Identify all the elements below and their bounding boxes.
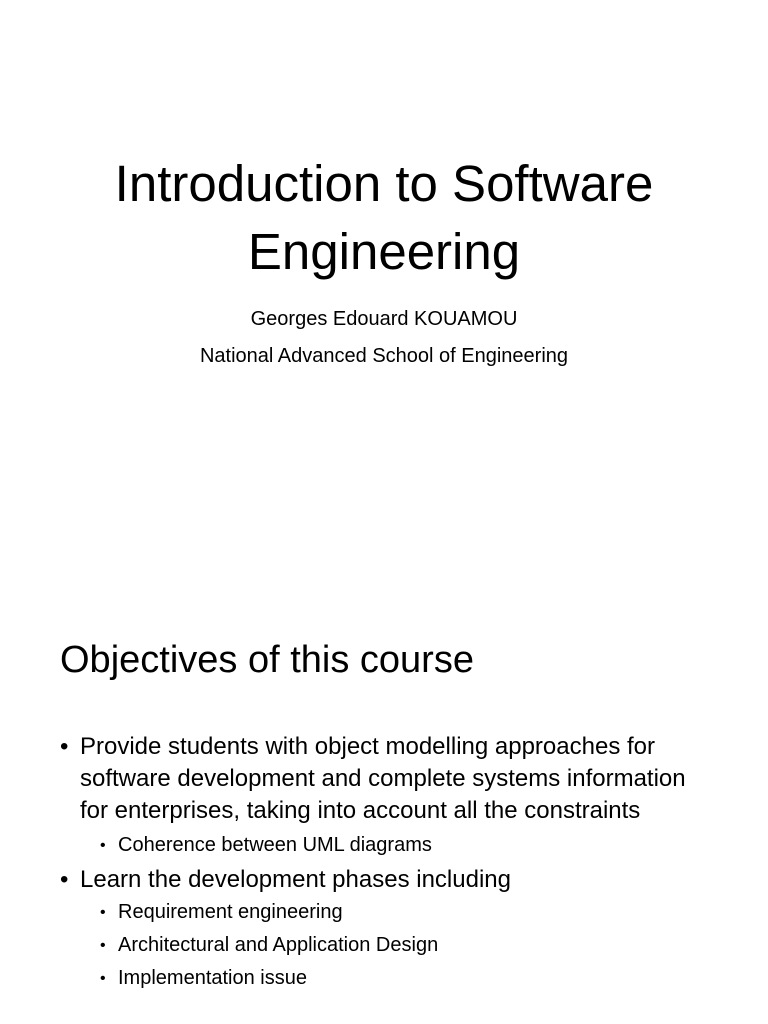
objectives-slide xyxy=(0,576,768,1024)
presentation-title xyxy=(0,150,768,286)
objective-group xyxy=(60,731,720,862)
objective-group xyxy=(60,864,720,995)
objective-item: • Provide students with object modelling approaches for software development and complete systems information for enterprises, taking into account all the constraints xyxy=(60,731,720,827)
objective-subitem: • Implementation issue xyxy=(60,962,720,995)
objective-subitem: • Coherence between UML diagrams xyxy=(60,829,720,862)
title-line-1: Introduction to Software xyxy=(114,155,654,212)
slide-heading: Objectives of this course xyxy=(60,639,474,681)
objective-subitem: • Architectural and Application Design xyxy=(60,929,720,962)
objective-subitem: • Requirement engineering xyxy=(60,896,720,929)
objective-item: • Learn the development phases including xyxy=(60,864,720,896)
objectives-list xyxy=(60,731,720,995)
title-line-2: Engineering xyxy=(247,223,521,280)
author-name: Georges Edouard KOUAMOU xyxy=(250,308,518,330)
institution-name: National Advanced School of Engineering xyxy=(199,345,569,367)
